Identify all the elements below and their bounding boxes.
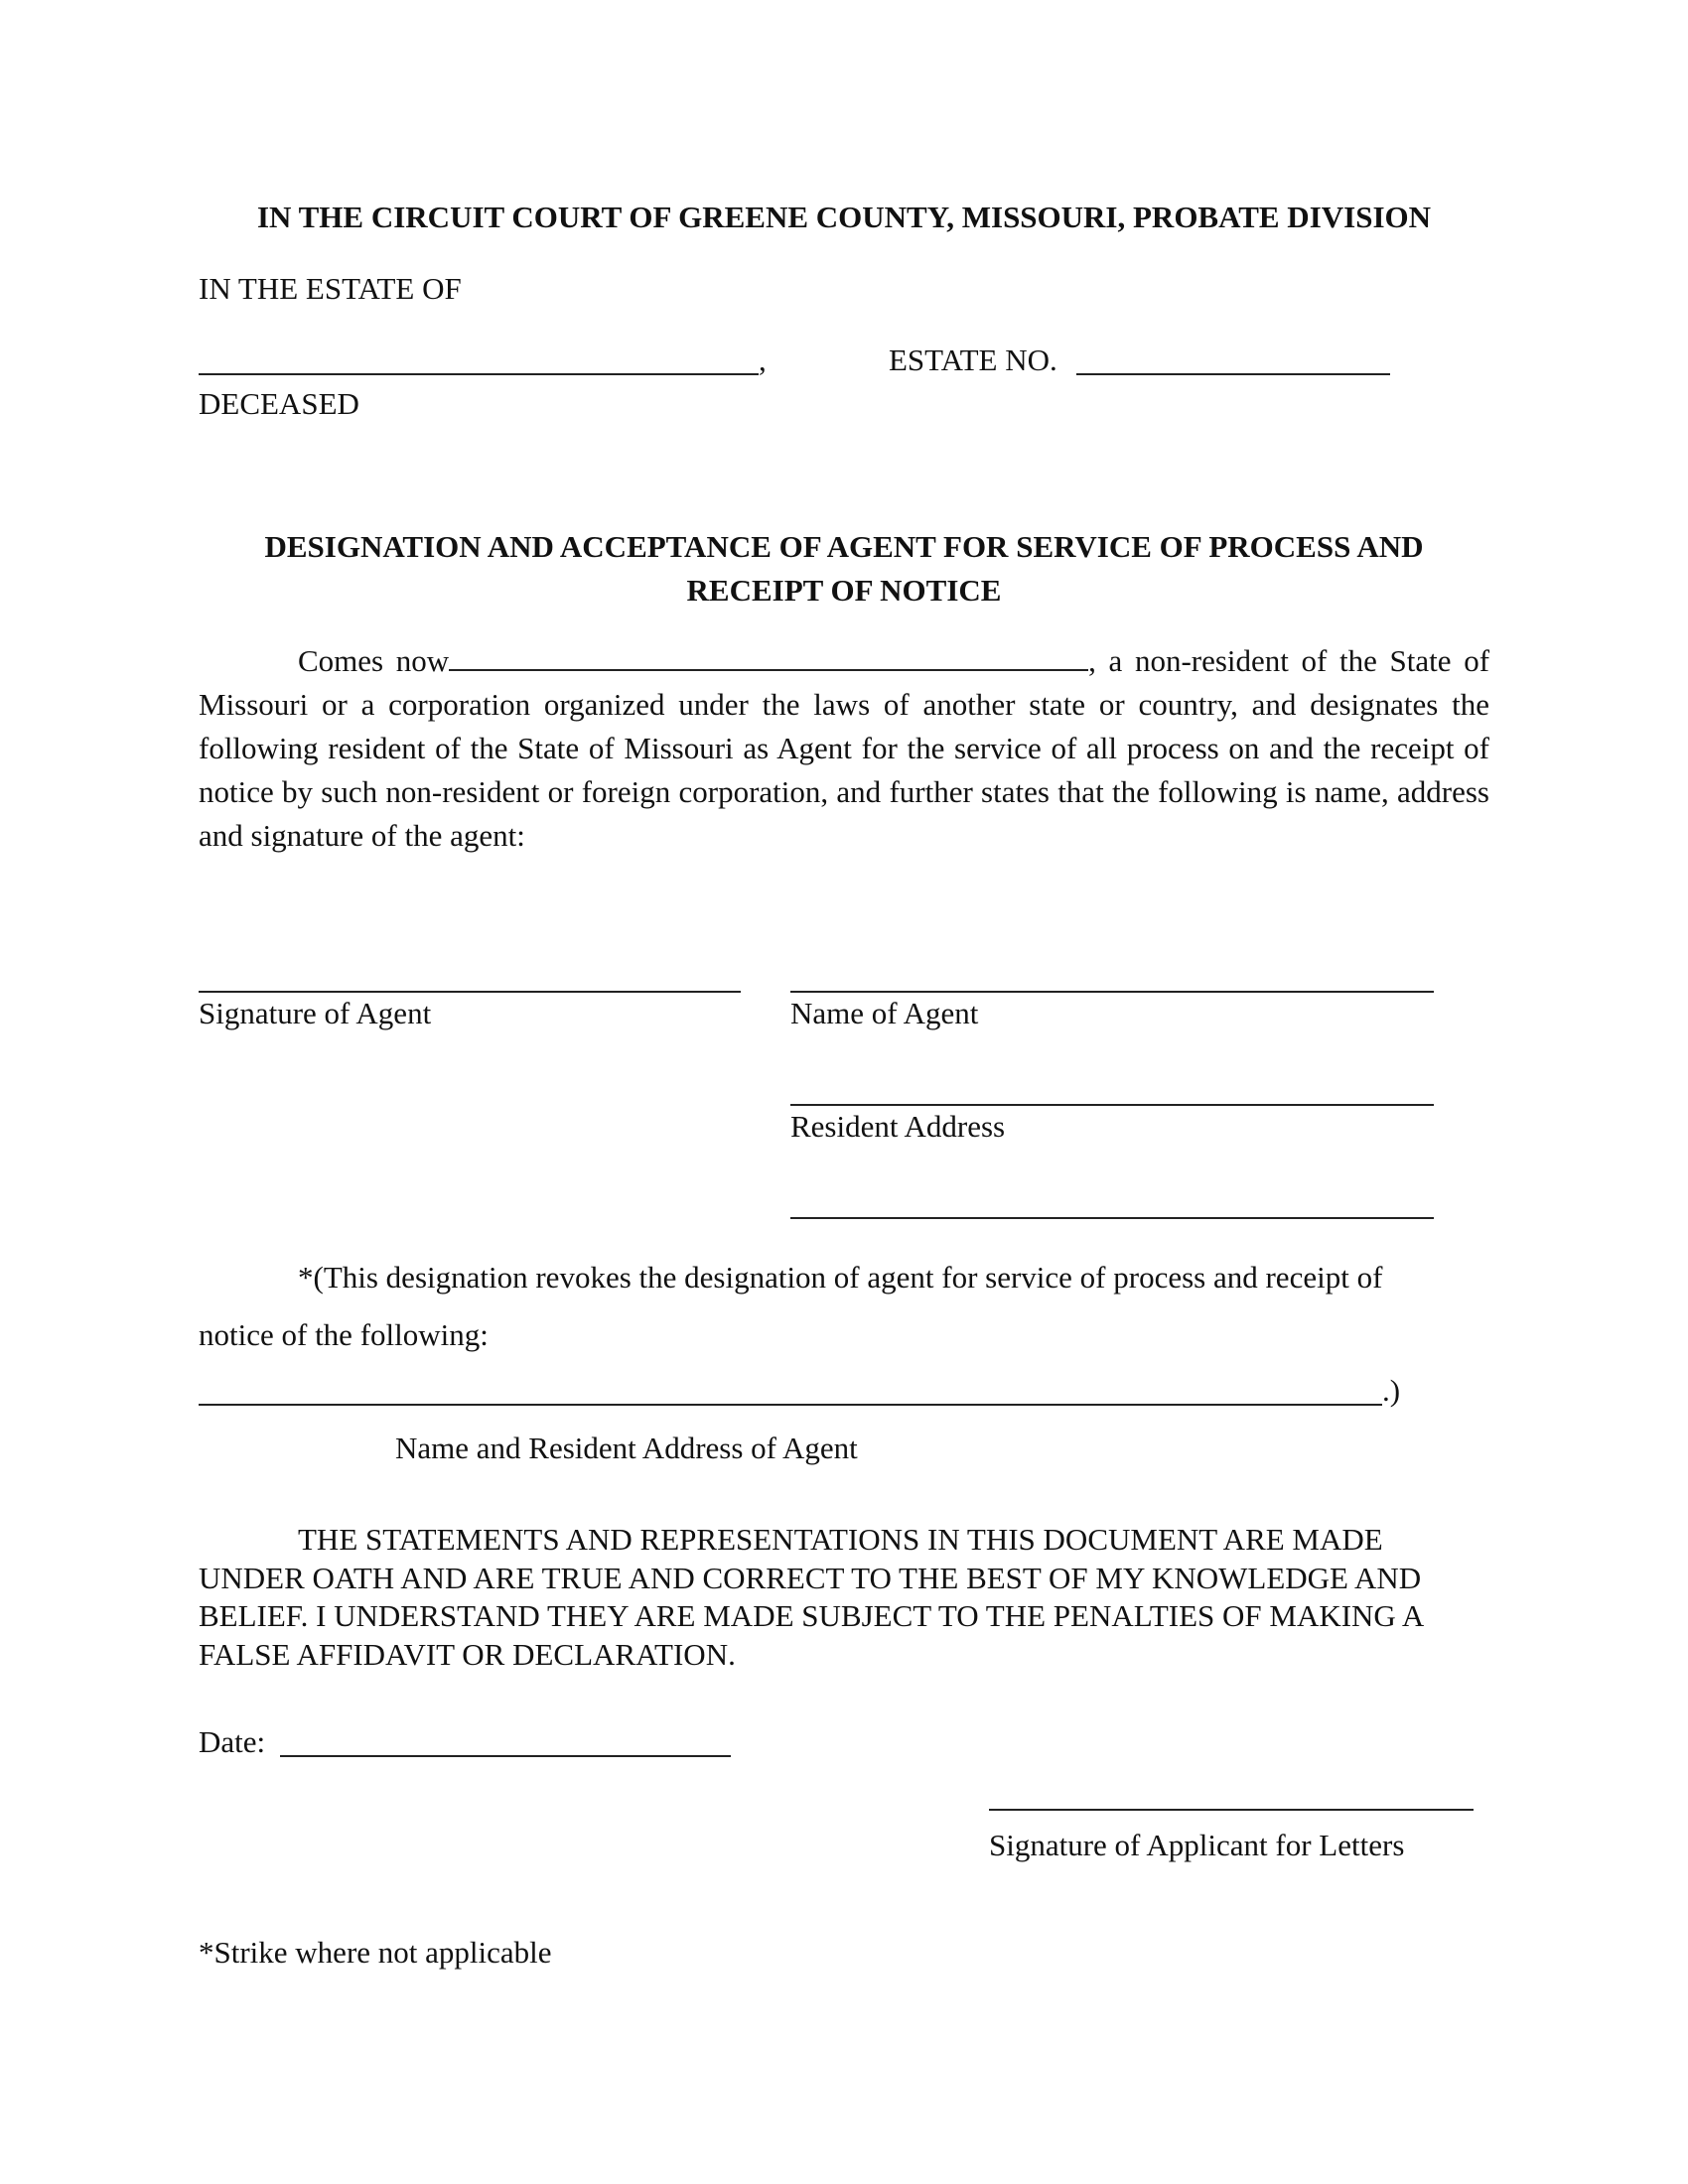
applicant-signature-label: Signature of Applicant for Letters (989, 1828, 1405, 1862)
document-title-line-2: RECEIPT OF NOTICE (686, 573, 1002, 608)
signature-of-agent-label: Signature of Agent (199, 996, 432, 1030)
agent-signature-field[interactable] (199, 991, 741, 993)
agent-address-field-1[interactable] (790, 1104, 1434, 1106)
non-resident-text: , a non-resident of the State (1088, 643, 1452, 678)
estate-no-field[interactable] (1076, 373, 1390, 375)
designation-body-text: of Missouri or a corporation organized under the laws of another state or country, and designates the following resident of the State of Missouri as Agent for the service of all process on and the receipt of notice by such non-resident or foreign corporation, and further states that the following is name, address and signature of the agent: (199, 643, 1490, 853)
designator-name-field[interactable] (449, 641, 1088, 671)
document-title-line-1: DESIGNATION AND ACCEPTANCE OF AGENT FOR SERVICE OF PROCESS AND (264, 529, 1424, 564)
footnote: *Strike where not applicable (199, 1935, 552, 1970)
deceased-label: DECEASED (199, 386, 359, 421)
oath-text: THE STATEMENTS AND REPRESENTATIONS IN THIS DOCUMENT ARE MADE UNDER OATH AND ARE TRUE AND CORRECT TO THE BEST OF MY KNOWLEDGE AND BELIEF. I UNDERSTAND THEY ARE MADE SUBJECT TO THE PENALTIES OF MAKING A FALSE AFFIDAVIT OR DECLARATION. (199, 1522, 1423, 1672)
date-label: Date: (199, 1724, 266, 1759)
resident-address-label: Resident Address (790, 1109, 1006, 1144)
designation-paragraph (199, 639, 1489, 858)
revocation-line-1: *(This designation revokes the designation of agent for service of process and receipt of (298, 1260, 1383, 1295)
court-heading: IN THE CIRCUIT COURT OF GREENE COUNTY, MISSOURI, PROBATE DIVISION (256, 200, 1432, 234)
date-field[interactable] (280, 1755, 731, 1757)
estate-no-label: ESTATE NO. (889, 342, 1057, 377)
caption-comma: , (759, 342, 767, 377)
decedent-name-field[interactable] (199, 373, 759, 375)
name-of-agent-label: Name of Agent (790, 996, 979, 1030)
agent-name-field[interactable] (790, 991, 1434, 993)
agent-address-field-2[interactable] (790, 1217, 1434, 1219)
comes-now-text: Comes now (298, 643, 450, 678)
oath-paragraph (199, 1521, 1489, 1674)
revocation-line-2: notice of the following: (199, 1317, 489, 1352)
applicant-signature-field[interactable] (989, 1809, 1474, 1811)
revoked-agent-field[interactable] (199, 1404, 1382, 1406)
in-the-estate-of-label: IN THE ESTATE OF (199, 271, 462, 306)
revoked-agent-label: Name and Resident Address of Agent (395, 1431, 858, 1465)
revocation-close: .) (1382, 1373, 1401, 1408)
